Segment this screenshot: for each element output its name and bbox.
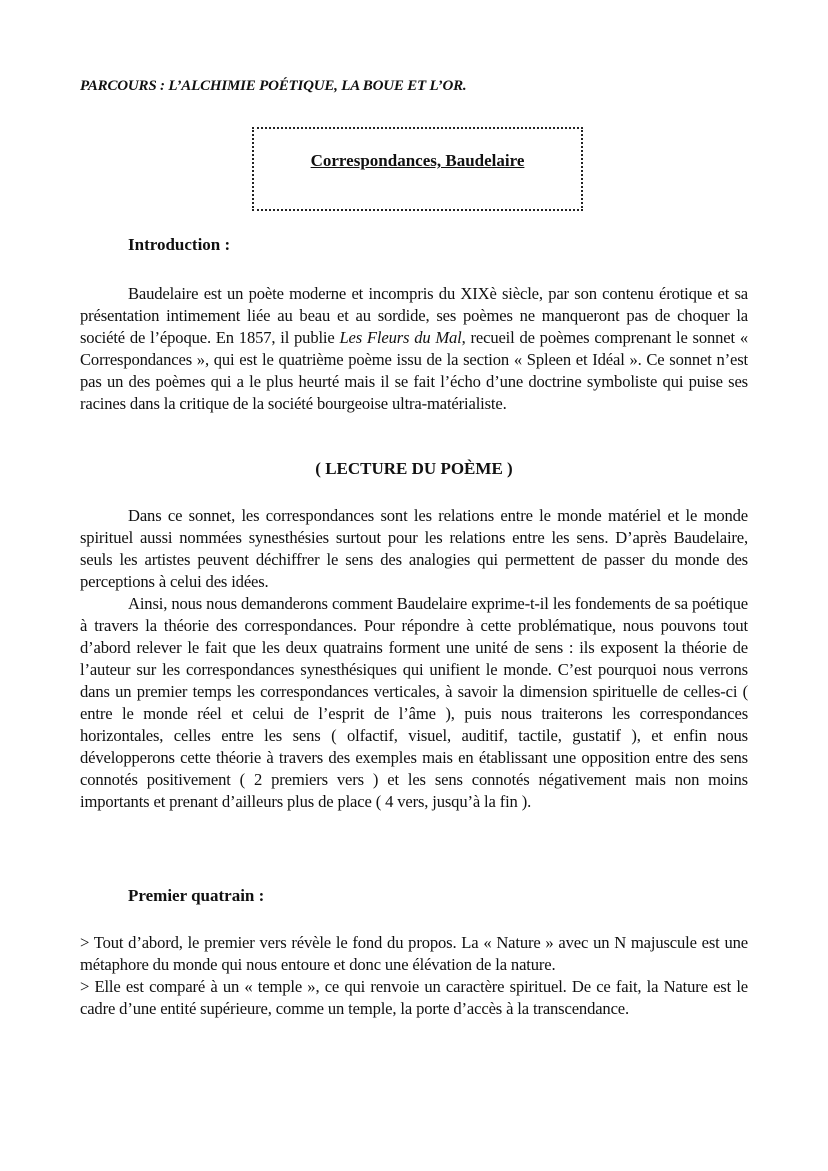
paragraph-sonnet: Dans ce sonnet, les correspondances sont les relations entre le monde matériel et le monde spirituel aussi nommées synesthésies surtout pour les relations entre les sens. D’après Baudelaire, seuls les artistes peuvent déchiffrer le sens des analogies qui permettent de passer du monde des perceptions à celui des idées. bbox=[80, 506, 748, 591]
title-box bbox=[252, 127, 583, 211]
quatrain-points bbox=[80, 932, 748, 1020]
quatrain-heading: Premier quatrain : bbox=[128, 886, 265, 905]
book-title: Les Fleurs du Mal bbox=[339, 328, 462, 347]
paragraph-problematique: Ainsi, nous nous demanderons comment Baudelaire exprime-t-il les fondements de sa poétique à travers la théorie des correspondances. Pour répondre à cette problématique, nous pouvons tout d’abord relever le fait que les deux quatrains forment une unité de sens : ils exposent la théorie de l’auteur sur les correspondances synesthésiques qui unifient le monde. C’est pourquoi nous verrons dans un premier temps les correspondances verticales, à savoir la dimension spirituelle de celles-ci ( entre le monde réel et celui de l’esprit de l’âme ), puis nous traiterons les correspondances horizontales, celles entre les sens ( olfactif, visuel, auditif, tactile, gustatif ), et enfin nous développerons cette théorie à travers des exemples mais en établissant une opposition entre des sens connotés positivement ( 2 premiers vers ) et les sens connotés négativement mais non moins importants et prenant d’ailleurs plus de place ( 4 vers, jusqu’à la fin ). bbox=[80, 594, 748, 811]
page-title: Correspondances, Baudelaire bbox=[310, 151, 525, 170]
introduction-heading: Introduction : bbox=[128, 235, 231, 254]
introduction-paragraph bbox=[80, 283, 748, 415]
quatrain-point: > Elle est comparé à un « temple », ce qui renvoie un caractère spirituel. De ce fait, la Nature est le cadre d’une entité supérieure, comme un temple, la porte d’accès à la transcendance. bbox=[80, 977, 748, 1018]
body-section bbox=[80, 505, 748, 813]
quatrain-point: > Tout d’abord, le premier vers révèle le fond du propos. La « Nature » avec un N majuscule est une métaphore du monde qui nous entoure et donc une élévation de la nature. bbox=[80, 933, 748, 974]
intro-text-2: , recueil de poèmes comprenant le sonnet « Correspondances », qui est le quatrième poème issu de la section « Spleen et Idéal ». Ce sonnet n’est pas un des poèmes qui a le plus heurté mais il se fait l’écho d’une doctrine symboliste qui puise ses racines dans la critique de la société bourgeoise ultra-matérialiste. bbox=[80, 328, 748, 413]
lecture-heading: ( LECTURE DU POÈME ) bbox=[315, 459, 513, 478]
intro-text-1: Baudelaire est un poète moderne et incompris du XIXè siècle, par son contenu érotique et sa présentation intimement liée au beau et au sordide, ses poèmes ne manqueront pas de choquer la société de l’époque. En 1857, il publie bbox=[80, 284, 748, 347]
parcours-header: PARCOURS : L’ALCHIMIE POÉTIQUE, LA BOUE ET L’OR. bbox=[80, 78, 467, 94]
